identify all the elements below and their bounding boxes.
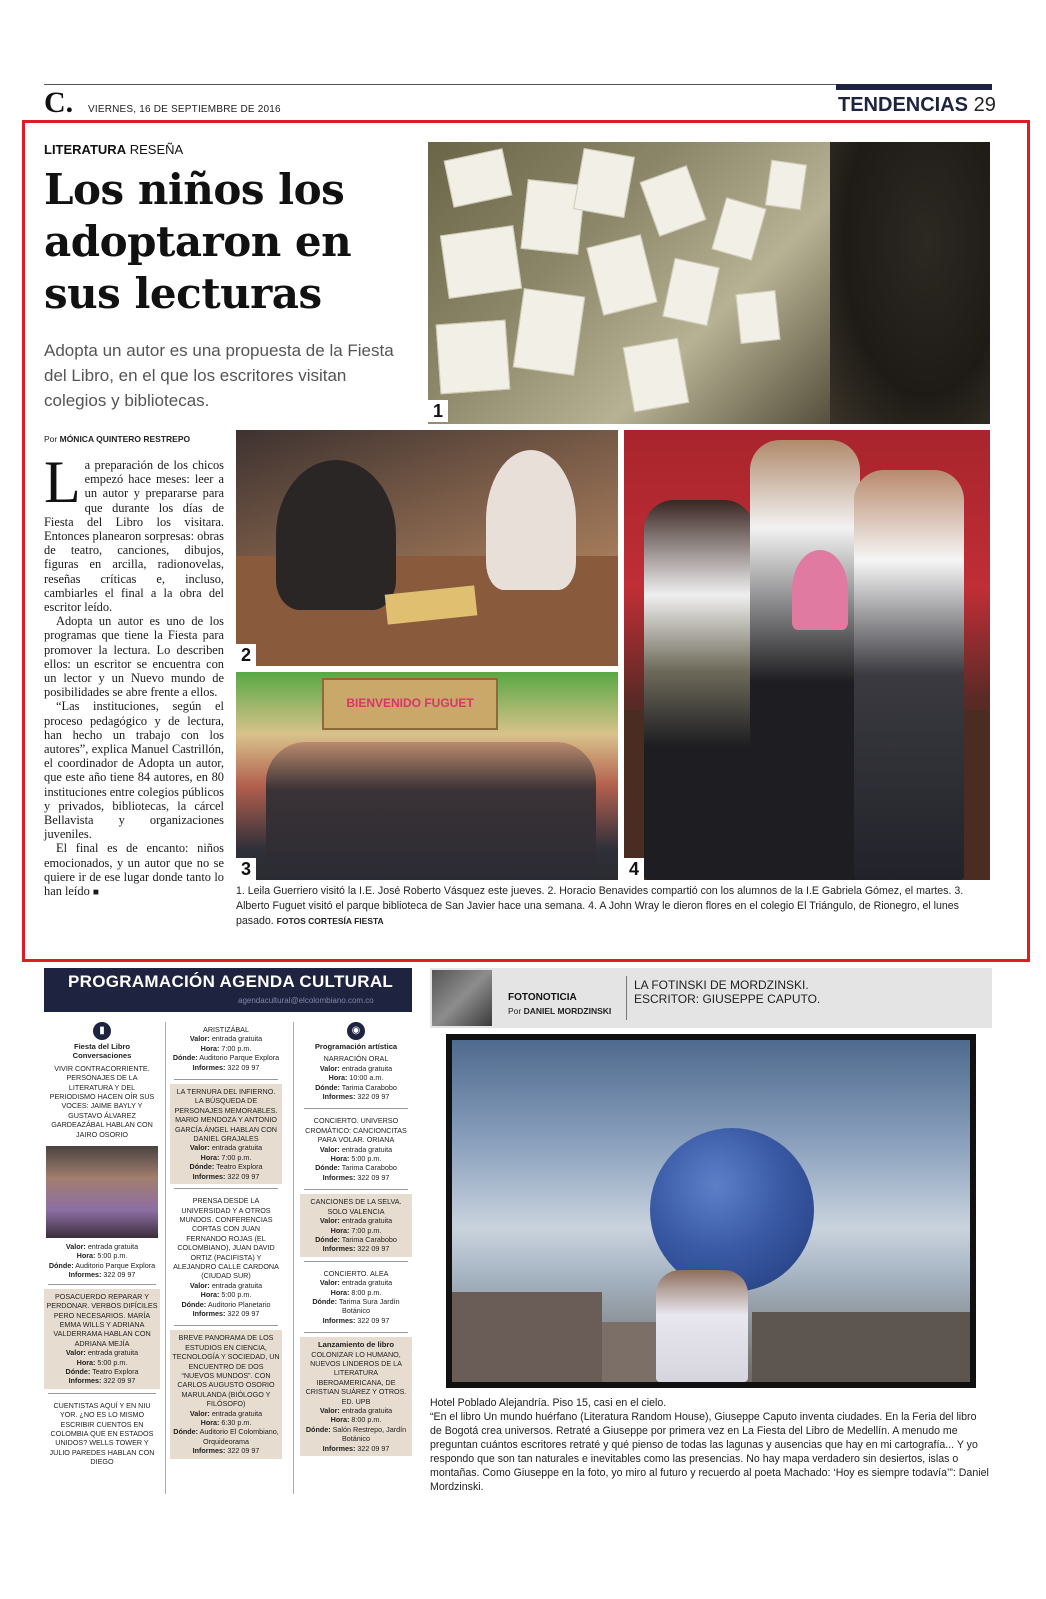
hora-label: Hora: <box>76 1357 96 1367</box>
drawing-card <box>586 234 657 315</box>
header-divider <box>626 976 627 1020</box>
column-divider <box>165 1022 166 1494</box>
hora-value: 6:30 p.m. <box>221 1418 252 1428</box>
donde-value: Auditorio Planetario <box>207 1299 271 1309</box>
informes-value: 322 09 97 <box>227 1171 260 1181</box>
valor-value: entrada gratuita <box>87 1242 139 1252</box>
hora-label: Hora: <box>330 1225 350 1235</box>
article-body <box>44 449 224 900</box>
photo-children-drawings <box>428 142 990 424</box>
informes-value: 322 09 97 <box>357 1443 390 1453</box>
donde-label: Dónde: <box>315 1163 340 1173</box>
writer-figure <box>656 1270 748 1382</box>
informes-value: 322 09 97 <box>227 1062 260 1072</box>
event-description: CONCIERTO. ALEA <box>323 1268 389 1278</box>
agenda-heading: Lanzamiento de libro <box>318 1340 394 1350</box>
hora-label: Hora: <box>200 1043 220 1053</box>
agenda-column-1 <box>44 1022 160 1470</box>
valor-value: entrada gratuita <box>211 1408 263 1418</box>
agenda-title: PROGRAMACIÓN AGENDA CULTURAL <box>68 972 394 991</box>
donde-label: Dónde: <box>305 1424 331 1434</box>
article-deck: Adopta un autor es una propuesta de la Fiesta del Libro, en el que los escritores visitan colegios y bibliotecas. <box>44 341 394 410</box>
caption-body: “En el libro Un mundo huérfano (Literatura Random House), Giuseppe Caputo inventa ciudades. En la Feria del libro de Bogotá crea universos. Retraté a Giuseppe por primera vez en La Fiesta del Libro de Medellín. A menudo me preguntan cuántos escritores retraté y qué pienso de todas las lagunas y ausencias que hay en mi cartografía... Y yo respondo que son tan naturales e inevitables como las presencias. No hay mapa verdadero sin desiertos, islas o montañas. Como Giuseppe en la foto, yo miro al futuro y recuerdo al poeta Machado: ‘Hoy es siempre todavía’”: Daniel Mordzinski. <box>430 1411 989 1493</box>
end-mark-icon: ■ <box>92 887 99 899</box>
hora-label: Hora: <box>76 1251 96 1261</box>
event-block <box>170 1193 282 1321</box>
paragraph-text: a preparación de los chicos empezó hace meses: leer a un autor y prepararse para que durante los días de Fiesta del Libro los visitara. Entonces planearon sorpresas: obras de teatro, canciones, dibujos, figuras en arcilla, radionovelas, reseñas críticas e, incluso, cambiarles el final a la obra del escritor leído. <box>44 458 224 615</box>
section-name: TENDENCIAS <box>838 94 969 116</box>
divider <box>304 1108 408 1109</box>
divider <box>174 1188 278 1189</box>
title-line: LA FOTINSKI DE MORDZINSKI. <box>634 978 809 992</box>
event-meta <box>302 1145 410 1183</box>
photo-number-2: 2 <box>236 644 256 666</box>
event-meta <box>302 1406 410 1453</box>
drawing-card <box>623 338 690 413</box>
informes-label: Informes: <box>322 1315 356 1325</box>
woman-figure <box>644 500 754 880</box>
event-meta <box>172 1034 280 1072</box>
byline-name: MÓNICA QUINTERO RESTREPO <box>59 434 191 444</box>
shadowed-visitor <box>830 142 990 424</box>
caption-credit: FOTOS CORTESÍA FIESTA <box>276 916 384 926</box>
event-description: VIVIR CONTRACORRIENTE. PERSONAJES DE LA LITERATURA Y DEL PERIODISMO HACEN OÍR SUS VOCES: JAIME BAYLY Y GUSTAVO ÁLVAREZ GARDEAZÁBAL HABLAN CON JAIRO OSORIO <box>49 1063 155 1139</box>
hora-value: 7:00 p.m. <box>221 1043 252 1053</box>
valor-label: Valor: <box>319 1278 340 1288</box>
column-divider <box>293 1022 294 1494</box>
event-description: POSACUERDO REPARAR Y PERDONAR. VERBOS DIFÍCILES PERO NECESARIOS. MARÍA EMMA WILLS Y ADRIANA VALDERRAMA HABLAN CON ADRIANA MEJÍA <box>46 1291 158 1348</box>
hora-label: Hora: <box>330 1287 350 1297</box>
drawing-card <box>573 148 635 218</box>
valor-value: entrada gratuita <box>211 1034 263 1044</box>
donde-label: Dónde: <box>48 1260 74 1270</box>
donde-label: Dónde: <box>189 1162 215 1172</box>
valor-label: Valor: <box>189 1280 210 1290</box>
valor-label: Valor: <box>319 1144 340 1154</box>
valor-value: entrada gratuita <box>211 1280 263 1290</box>
donde-value: Salón Restrepo, Jardín Botánico <box>332 1424 407 1444</box>
agenda-column-3 <box>300 1022 412 1456</box>
event-block <box>170 1022 282 1075</box>
informes-value: 322 09 97 <box>357 1092 390 1102</box>
donde-value: Tarima Sura Jardín Botánico <box>338 1296 400 1316</box>
valor-label: Valor: <box>189 1143 210 1153</box>
byline-prefix: Por <box>44 434 58 444</box>
donde-label: Dónde: <box>65 1366 91 1376</box>
event-description: NARRACIÓN ORAL <box>323 1054 389 1064</box>
caption-location: Hotel Poblado Alejandría. Piso 15, casi en el cielo. <box>430 1397 667 1409</box>
informes-value: 322 09 97 <box>103 1376 136 1386</box>
hora-label: Hora: <box>200 1152 220 1162</box>
event-meta <box>172 1143 280 1181</box>
hora-label: Hora: <box>330 1154 350 1164</box>
article-paragraph <box>44 449 224 615</box>
valor-label: Valor: <box>189 1408 210 1418</box>
section-title <box>838 94 996 117</box>
event-description: LA TERNURA DEL INFIERNO. LA BÚSQUEDA DE PERSONAJES MEMORABLES. MARIO MENDOZA Y ANTONIO GARCÍA ÁNGEL HABLAN CON DANIEL GRAJALES <box>174 1087 278 1144</box>
valor-value: entrada gratuita <box>341 1063 393 1073</box>
drawing-card <box>711 197 766 260</box>
valor-label: Valor: <box>65 1348 86 1358</box>
flower-bouquet <box>792 550 848 630</box>
kicker-section: LITERATURA <box>44 142 127 157</box>
hora-value: 10:00 a.m. <box>349 1073 384 1083</box>
event-block <box>300 1337 412 1456</box>
event-block <box>300 1113 412 1185</box>
informes-label: Informes: <box>68 1376 102 1386</box>
event-block <box>300 1194 412 1256</box>
donde-value: Teatro Explora <box>92 1366 139 1376</box>
agenda-heading: Programación artística <box>314 1042 398 1051</box>
event-block <box>170 1084 282 1184</box>
valor-value: entrada gratuita <box>341 1406 393 1415</box>
divider <box>174 1079 278 1080</box>
event-description: COLONIZAR LO HUMANO, NUEVOS LINDEROS DE LA LITERATURA IBEROAMERICANA, DE CRISTIAN SUÁREZ Y OTROS. ED. UPB <box>305 1349 407 1406</box>
informes-label: Informes: <box>192 1062 226 1072</box>
donde-label: Dónde: <box>172 1053 198 1063</box>
kicker-type: RESEÑA <box>129 142 184 157</box>
teacher-figure <box>854 470 964 880</box>
valor-label: Valor: <box>319 1406 340 1415</box>
article-paragraph <box>44 841 224 900</box>
page-number: 29 <box>973 94 996 116</box>
drawing-card <box>444 148 513 207</box>
photo-author-flowers <box>624 430 990 880</box>
exercise-ball <box>650 1128 814 1292</box>
hora-value: 5:00 p.m. <box>351 1154 382 1164</box>
divider <box>304 1332 408 1333</box>
section-tab <box>836 84 992 90</box>
event-meta <box>46 1348 158 1386</box>
event-block <box>44 1289 160 1389</box>
event-description: CANCIONES DE LA SELVA. SOLO VALENCIA <box>310 1197 402 1216</box>
city-buildings <box>452 1292 602 1382</box>
valor-value: entrada gratuita <box>341 1278 393 1288</box>
caption-text: 1. Leila Guerriero visitó la I.E. José Roberto Vásquez este jueves. 2. Horacio Benavides compartió con los alumnos de la I.E Gabriela Gómez, el martes. 3. Alberto Fuguet visitó el parque biblioteca de San Javier hace una semana. 4. A John Wray le dieron flores en el colegio El Triángulo, de Rionegro, el lunes pasado. <box>236 885 964 927</box>
valor-label: Valor: <box>319 1063 340 1073</box>
donde-value: Auditorio Parque Explora <box>199 1053 280 1063</box>
speaker-portrait <box>46 1146 158 1238</box>
informes-value: 322 09 97 <box>103 1270 136 1280</box>
issue-date: VIERNES, 16 DE SEPTIEMBRE DE 2016 <box>88 104 281 115</box>
drawing-card <box>735 290 780 344</box>
event-description: CONCIERTO. UNIVERSO CROMÁTICO: CANCIONCITAS PARA VOLAR. ORIANA <box>305 1116 407 1145</box>
drawing-card <box>640 165 707 237</box>
divider <box>48 1284 156 1285</box>
drawing-card <box>662 258 719 326</box>
informes-value: 322 09 97 <box>227 1446 260 1456</box>
event-block <box>300 1051 412 1104</box>
event-meta <box>44 1242 160 1280</box>
agenda-email: agendacultural@elcolombiano.com.co <box>238 996 374 1005</box>
informes-value: 322 09 97 <box>357 1172 390 1182</box>
banner-text: BIENVENIDO FUGUET <box>346 696 474 710</box>
hora-value: 8:00 p.m. <box>351 1415 382 1425</box>
informes-value: 322 09 97 <box>357 1244 390 1254</box>
author-figure <box>750 440 860 880</box>
welcome-banner <box>322 678 498 730</box>
event-description: CUENTISTAS AQUÍ Y EN NIU YOR. ¿NO ES LO MISMO ESCRIBIR CUENTOS EN COLOMBIA QUE EN ESTADOS UNIDOS? WELLS TOWER Y JULIO PAREDES HABLAN CON DIEGO <box>49 1400 155 1467</box>
divider <box>304 1261 408 1262</box>
fotonoticia-label: FOTONOTICIA <box>508 992 577 1003</box>
donde-value: Auditorio Parque Explora <box>75 1260 156 1270</box>
fotonoticia-title <box>634 978 934 1006</box>
donde-label: Dónde: <box>315 1082 340 1092</box>
drawing-card <box>440 225 522 299</box>
book-icon: ▮ <box>93 1022 111 1040</box>
donde-value: Tarima Carabobo <box>341 1163 397 1173</box>
photo-author-signing <box>236 430 618 666</box>
hora-value: 8:00 p.m. <box>351 1287 382 1297</box>
hora-label: Hora: <box>328 1073 348 1083</box>
informes-value: 322 09 97 <box>227 1308 260 1318</box>
event-block <box>170 1330 282 1458</box>
donde-value: Auditorio El Colombiano, Orquideorama <box>199 1427 279 1446</box>
event-meta <box>302 1216 410 1254</box>
hora-value: 5:00 p.m. <box>97 1251 128 1261</box>
informes-label: Informes: <box>322 1172 356 1182</box>
eye-icon: ◉ <box>347 1022 365 1040</box>
valor-label: Valor: <box>319 1216 340 1226</box>
drawing-card <box>765 160 807 211</box>
newspaper-logo: C. <box>44 86 74 119</box>
informes-label: Informes: <box>192 1446 226 1456</box>
hora-label: Hora: <box>200 1290 220 1300</box>
agenda-column-2 <box>170 1022 282 1459</box>
informes-label: Informes: <box>322 1092 356 1102</box>
hora-value: 5:00 p.m. <box>221 1290 252 1300</box>
valor-value: entrada gratuita <box>341 1144 393 1154</box>
photo-group-library <box>236 672 618 880</box>
hora-label: Hora: <box>200 1418 220 1428</box>
donde-value: Tarima Carabobo <box>341 1234 397 1244</box>
event-description: PRENSA DESDE LA UNIVERSIDAD Y A OTROS MUNDOS. CONFERENCIAS CORTAS CON JUAN FERNANDO ROJAS (EL COLOMBIANO), JUAN DAVID ORTIZ (PACIFISTA) Y ALEJANDRO CALLE CARDONA (CIUDAD SUR) <box>173 1196 279 1281</box>
article-kicker <box>44 142 183 157</box>
divider <box>48 1393 156 1394</box>
donde-value: Teatro Explora <box>216 1162 263 1172</box>
informes-value: 322 09 97 <box>357 1315 390 1325</box>
drop-cap: L <box>44 449 81 515</box>
hora-label: Hora: <box>330 1415 350 1425</box>
donde-label: Dónde: <box>181 1299 207 1309</box>
donde-label: Dónde: <box>315 1234 340 1244</box>
valor-label: Valor: <box>189 1034 210 1044</box>
divider <box>304 1189 408 1190</box>
event-meta <box>172 1409 280 1456</box>
city-buildings <box>752 1312 972 1382</box>
paragraph-text: El final es de encanto: niños emocionados, y un autor que no se quiere ir de ese lugar donde tanto lo han leído <box>44 841 224 899</box>
informes-label: Informes: <box>68 1270 102 1280</box>
drawing-card <box>513 288 586 376</box>
fotonoticia-byline <box>508 1006 611 1016</box>
fotonoticia-caption <box>430 1396 990 1494</box>
photo-writer-with-ball <box>446 1034 976 1388</box>
drawing-card <box>436 320 511 395</box>
article-paragraph: “Las instituciones, según el proceso pedagógico y de lectura, han hecho un trabajo con los autores”, explica Manuel Castrillón, el coordinador de Adopta un autor, que este año tiene 84 autores, en 80 instituciones entre colegios públicos y privados, bibliotecas, la cárcel Bellavista y organizaciones juveniles. <box>44 699 224 842</box>
event-block <box>300 1266 412 1328</box>
student-figure <box>486 450 576 590</box>
divider <box>174 1325 278 1326</box>
event-description: BREVE PANORAMA DE LOS ESTUDIOS EN CIENCIA, TECNOLOGÍA Y SOCIEDAD, UN ENCUENTRO DE DOS “NUEVOS MUNDOS”. CON CARLOS AUGUSTO OSORIO MARULANDA (BIÓLOGO Y FILÓSOFO) <box>172 1333 280 1409</box>
event-meta <box>172 1281 280 1319</box>
informes-label: Informes: <box>192 1308 226 1318</box>
title-line: ESCRITOR: GIUSEPPE CAPUTO. <box>634 992 821 1006</box>
informes-label: Informes: <box>322 1244 356 1254</box>
photographer-avatar <box>432 970 492 1026</box>
article-headline: Los niños los adoptaron en sus lecturas <box>44 165 352 318</box>
photo-number-1: 1 <box>428 400 448 422</box>
event-description: ARISTIZÁBAL <box>203 1025 249 1034</box>
donde-label: Dónde: <box>173 1427 199 1437</box>
article-byline <box>44 434 190 444</box>
event-meta <box>302 1064 410 1102</box>
photo-caption <box>236 884 990 929</box>
informes-label: Informes: <box>192 1171 226 1181</box>
article-paragraph: Adopta un autor es uno de los programas que tiene la Fiesta para promover la lectura. Lo describen ellos: un escritor se encuentra con un lector y un Nuevo mundo de posibilidades se abre frente a ellos. <box>44 614 224 700</box>
informes-label: Informes: <box>322 1443 356 1453</box>
agenda-heading: Fiesta del Libro Conversaciones <box>72 1042 132 1061</box>
photo-number-4: 4 <box>624 858 644 880</box>
hora-value: 5:00 p.m. <box>97 1357 128 1367</box>
donde-label: Dónde: <box>312 1296 338 1306</box>
author-figure <box>276 460 396 610</box>
donde-value: Tarima Carabobo <box>341 1082 397 1092</box>
valor-value: entrada gratuita <box>87 1348 139 1358</box>
valor-value: entrada gratuita <box>211 1143 263 1153</box>
byline-name: DANIEL MORDZINSKI <box>523 1006 612 1016</box>
hora-value: 7:00 p.m. <box>351 1225 382 1235</box>
photo-number-3: 3 <box>236 858 256 880</box>
byline-prefix: Por <box>508 1006 522 1016</box>
valor-value: entrada gratuita <box>341 1216 393 1226</box>
valor-label: Valor: <box>65 1242 86 1252</box>
hora-value: 7:00 p.m. <box>221 1152 252 1162</box>
people-group <box>266 742 596 880</box>
event-meta <box>302 1278 410 1325</box>
